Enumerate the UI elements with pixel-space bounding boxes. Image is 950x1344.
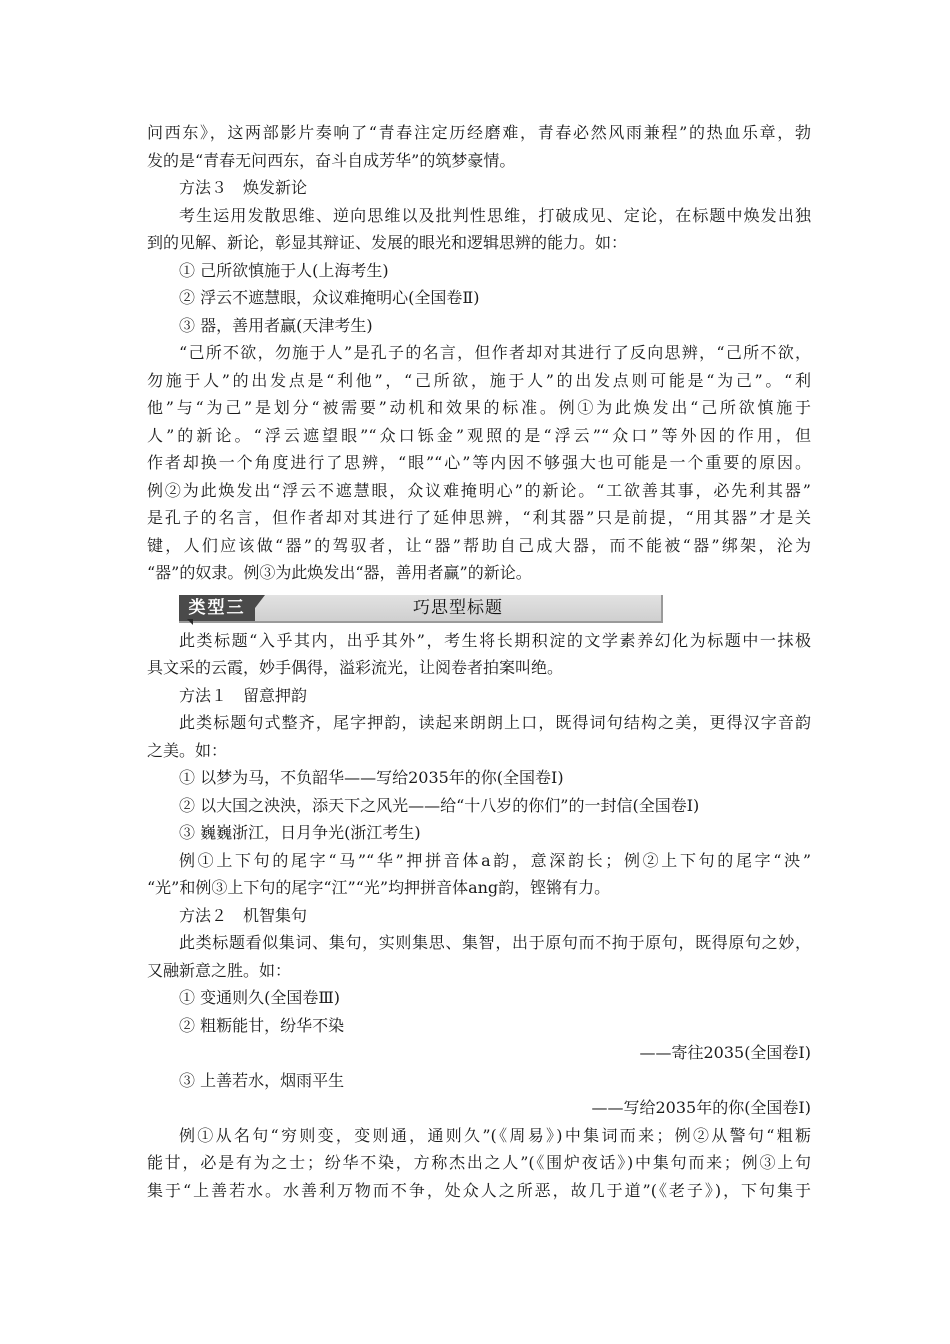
example-item: ③ 上善若水，烟雨平生 xyxy=(179,1070,345,1090)
text-line: 又融新意之胜。如： xyxy=(147,960,292,980)
text-line: 之美。如： xyxy=(147,740,228,760)
text-line: 问西东》，这两部影片奏响了“青春注定历经磨难，青春必然风雨兼程”的热血乐章，勃 xyxy=(147,123,811,142)
method-heading: 方法１ 留意押韵 xyxy=(179,685,308,705)
banner-title: 巧思型标题 xyxy=(413,597,503,618)
text-line: 例①从名句“穷则变，变则通，通则久”(《周易》)中集词而来；例②从警句“粗粝 xyxy=(179,1125,811,1145)
text-line: 此类标题句式整齐，尾字押韵，读起来朗朗上口，既得词句结构之美，更得汉字音韵 xyxy=(179,713,811,732)
example-item: ② 浮云不遮慧眼，众议难掩明心(全国卷Ⅱ) xyxy=(179,288,480,307)
example-item: ③ 器，善用者赢(天津考生) xyxy=(179,315,373,335)
text-line: 例①上下句的尾字“马”“华”押拼音体a韵，意深韵长；例②上下句的尾字“泱” xyxy=(179,850,811,870)
text-line: 作者却换一个角度进行了思辨，“眼”“心”等内因不够强大也可能是一个重要的原因。 xyxy=(147,453,811,472)
example-item: ③ 巍巍浙江，日月争光(浙江考生) xyxy=(179,823,421,842)
section-banner xyxy=(179,593,661,623)
banner-tag: 类型三 xyxy=(179,595,255,621)
text-line: “器”的奴隶。例③为此焕发出“器，善用者赢”的新论。 xyxy=(147,563,532,582)
text-line: 能甘，必是有为之士；纷华不染，方称杰出之人”(《围炉夜话》)中集句而来；例③上句 xyxy=(147,1153,811,1172)
banner-curl-shape xyxy=(187,619,193,625)
text-line: 发的是“青春无问西东，奋斗自成芳华”的筑梦豪情。 xyxy=(147,150,516,170)
example-item: ② 以大国之泱泱，添天下之风光——给“十八岁的你们”的一封信(全国卷Ⅰ) xyxy=(179,795,700,815)
text-line: 勿施于人”的出发点是“利他”，“己所欲，施于人”的出发点则可能是“为己”。“利 xyxy=(147,370,811,390)
text-line: 此类标题“入乎其内，出乎其外”，考生将长期积淀的文学素养幻化为标题中一抹极 xyxy=(179,630,811,650)
text-line: 考生运用发散思维、逆向思维以及批判性思维，打破成见、定论，在标题中焕发出独 xyxy=(179,205,811,225)
example-item: ① 己所欲慎施于人(上海考生) xyxy=(179,260,389,280)
text-line: 人”的新论。“浮云遮望眼”“众口铄金”观照的是“浮云”“众口”等外因的作用，但 xyxy=(147,425,811,445)
method-heading: 方法２ 机智集句 xyxy=(179,905,308,925)
text-line: 到的见解、新论，彰显其辩证、发展的眼光和逻辑思辨的能力。如： xyxy=(147,233,628,252)
document-page xyxy=(147,119,811,1204)
text-line: 此类标题看似集词、集句，实则集思、集智，出于原句而不拘于原句，既得原句之妙， xyxy=(179,933,811,952)
text-line: 他”与“为己”是划分“被需要”动机和效果的标准。例①为此焕发出“己所欲慎施于 xyxy=(147,398,811,417)
text-line: 集于“上善若水。水善利万物而不争，处众人之所恶，故几于道”(《老子》)，下句集于 xyxy=(147,1180,811,1200)
example-item: ① 变通则久(全国卷Ⅲ) xyxy=(179,988,341,1007)
example-attribution: ——寄往2035(全国卷Ⅰ) xyxy=(639,1043,811,1062)
example-item: ② 粗粝能甘，纷华不染 xyxy=(179,1015,345,1035)
text-line: 是孔子的名言，但作者却对其进行了延伸思辨，“利其器”只是前提，“用其器”才是关 xyxy=(147,508,811,527)
method-heading: 方法３ 焕发新论 xyxy=(179,178,308,197)
text-line: 例②为此焕发出“浮云不遮慧眼，众议难掩明心”的新论。“工欲善其事，必先利其器” xyxy=(147,480,811,500)
example-attribution: ——写给2035年的你(全国卷Ⅰ) xyxy=(591,1098,811,1117)
text-line: 键，人们应该做“器”的驾驭者，让“器”帮助自己成大器，而不能被“器”绑架，沦为 xyxy=(147,535,811,555)
text-line: 具文采的云霞，妙手偶得，溢彩流光，让阅卷者拍案叫绝。 xyxy=(147,658,564,677)
example-item: ① 以梦为马，不负韶华——写给2035年的你(全国卷Ⅰ) xyxy=(179,768,564,787)
text-line: “己所不欲，勿施于人”是孔子的名言，但作者却对其进行了反向思辨，“己所不欲， xyxy=(179,343,811,362)
text-line: “光”和例③上下句的尾字“江”“光”均押拼音体ang韵，铿锵有力。 xyxy=(147,878,611,897)
